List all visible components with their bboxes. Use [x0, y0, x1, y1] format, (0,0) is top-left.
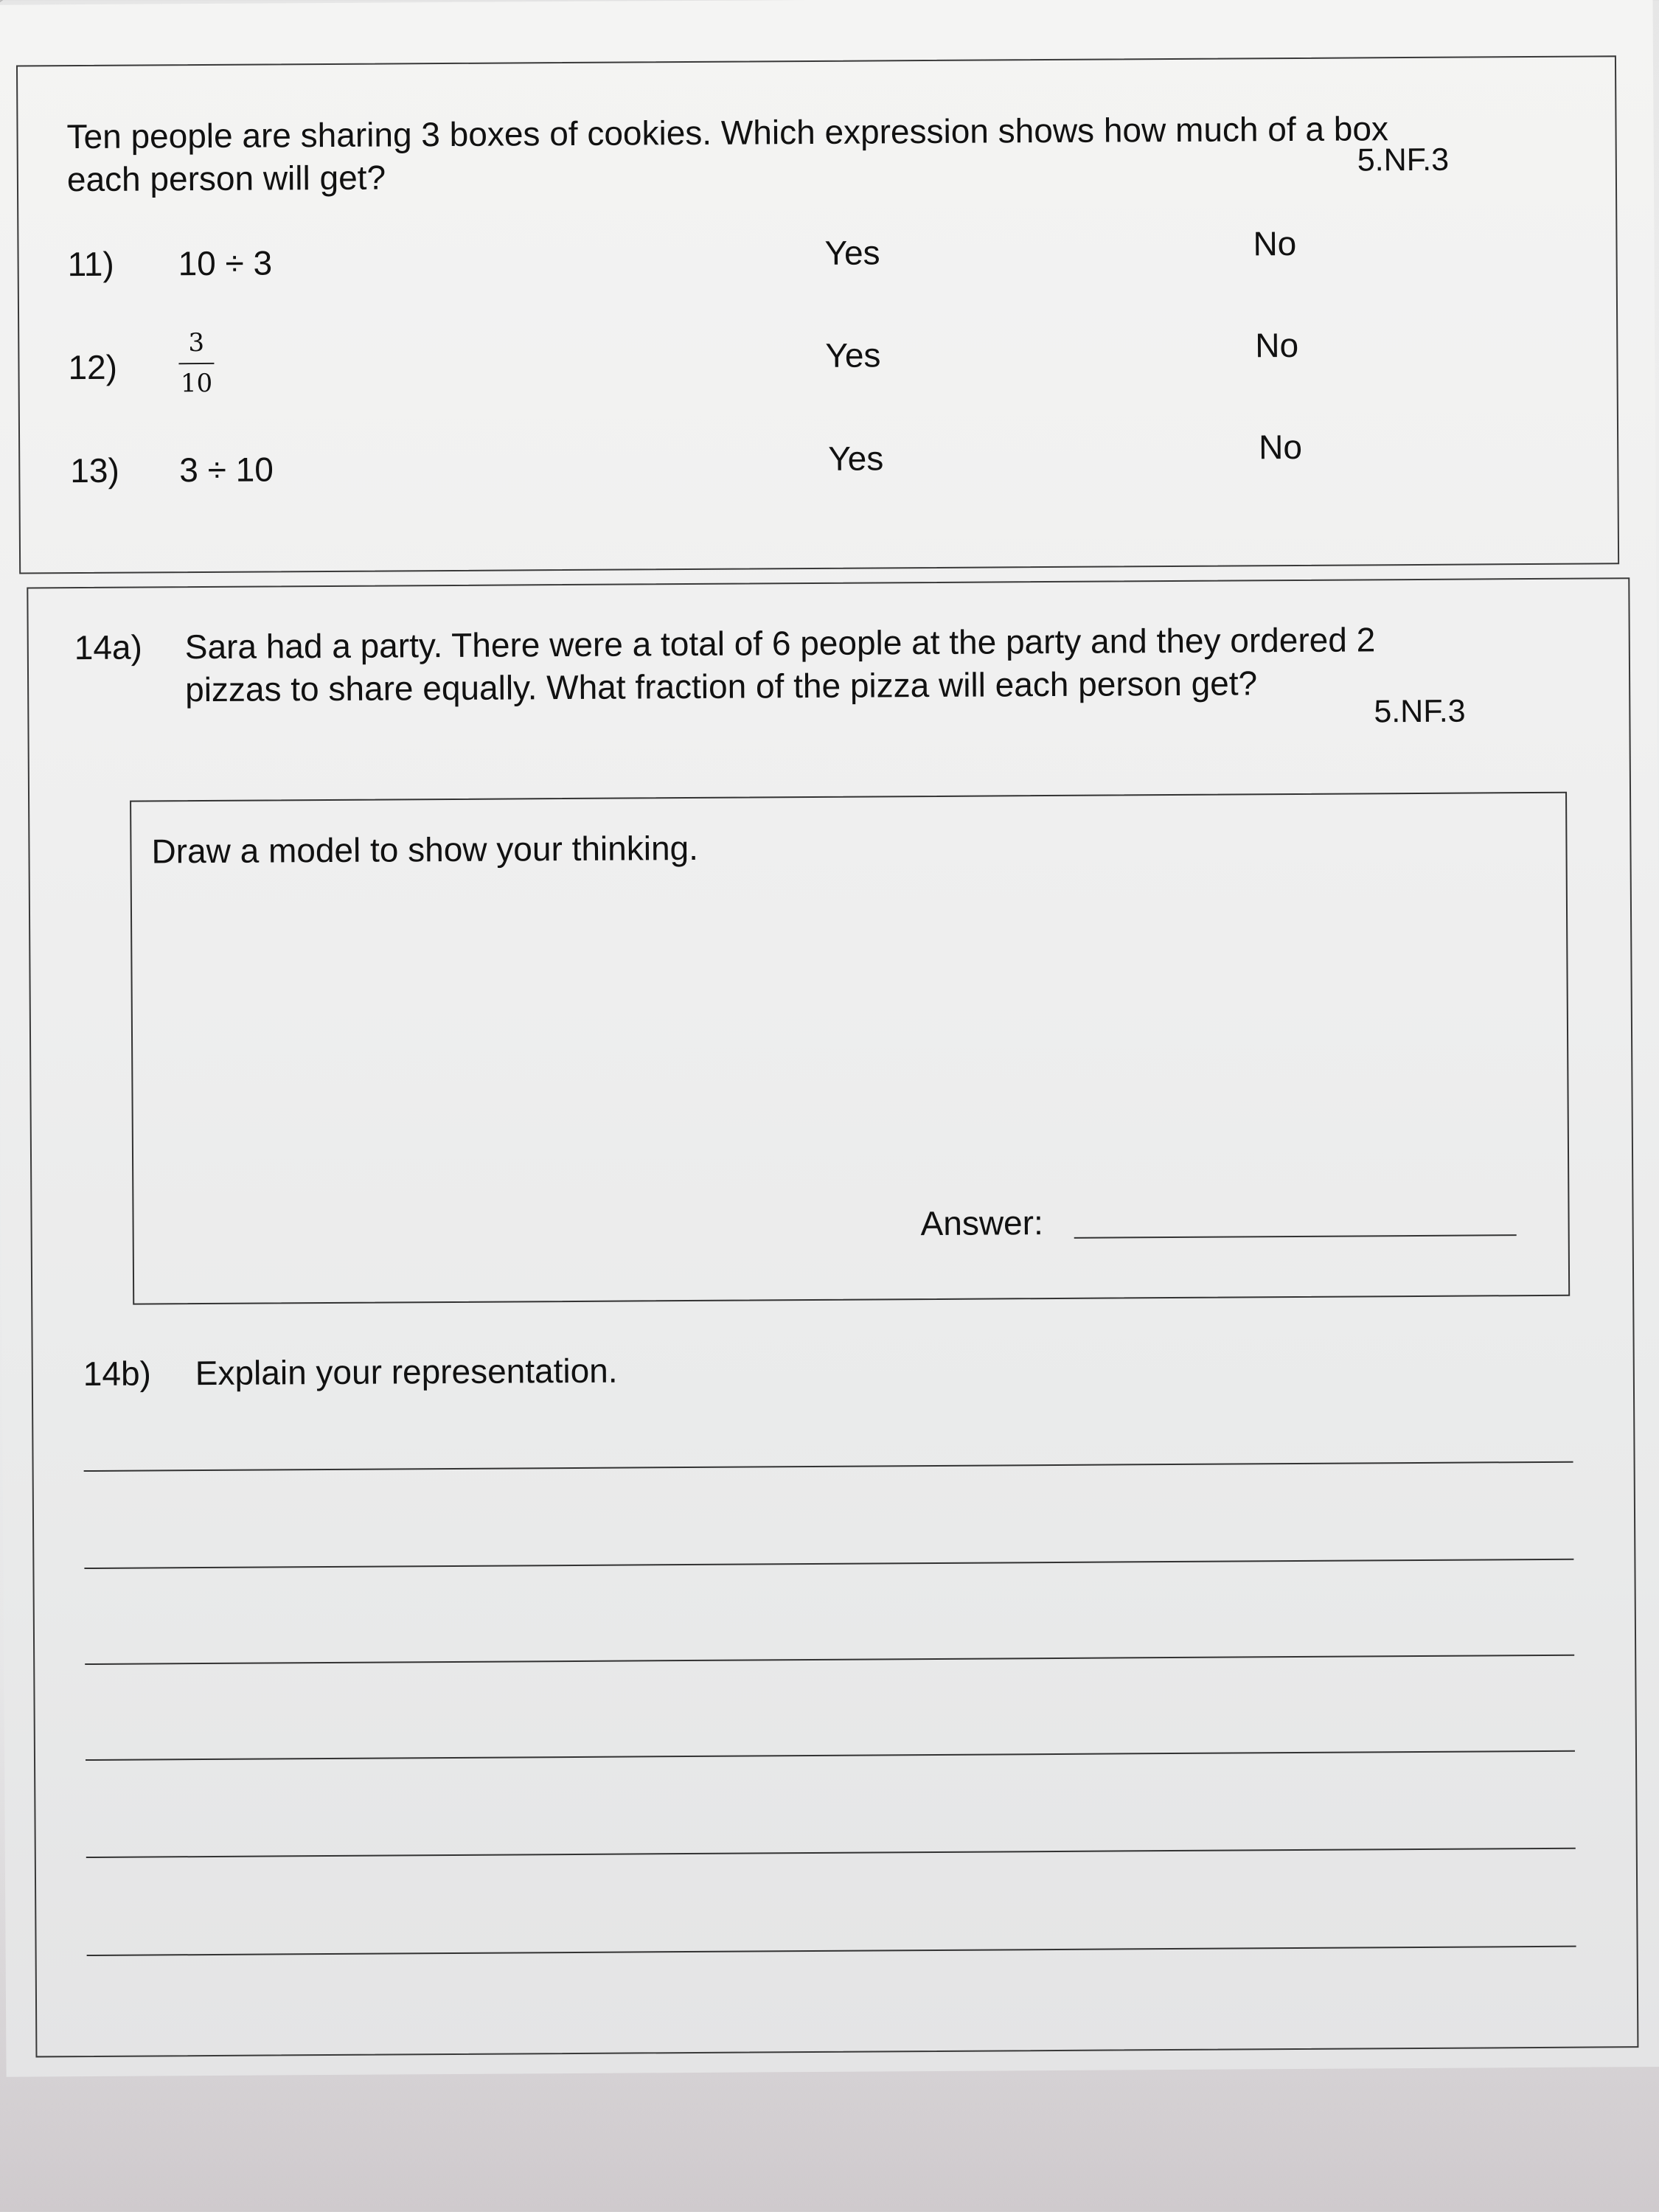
question-prompt-line1: Ten people are sharing 3 boxes of cookies. Which expression shows how much of a box	[66, 109, 1389, 156]
no-option-11[interactable]: No	[1253, 223, 1297, 263]
question-number-14a: 14a)	[74, 627, 143, 667]
item-number-12: 12)	[68, 347, 118, 387]
item-number-11: 11)	[67, 244, 114, 284]
question-14b-prompt: Explain your representation.	[195, 1351, 618, 1393]
question-prompt-line2: each person will get?	[66, 158, 386, 199]
question-14a-line2: pizzas to share equally. What fraction of the pizza will each person get?	[184, 664, 1258, 709]
fraction-3-10	[178, 330, 215, 398]
standard-code-14: 5.NF.3	[1374, 693, 1466, 730]
item-expression-13: 3 ÷ 10	[179, 450, 274, 490]
answer-label: Answer:	[920, 1203, 1043, 1243]
fraction-bar	[178, 363, 214, 364]
standard-code: 5.NF.3	[1357, 142, 1450, 178]
no-option-13[interactable]: No	[1259, 427, 1303, 467]
yes-option-12[interactable]: Yes	[825, 335, 881, 375]
question-14a-line1: Sara had a party. There were a total of 6 people at the party and they ordered 2	[184, 620, 1376, 667]
yes-option-13[interactable]: Yes	[828, 439, 884, 478]
no-option-12[interactable]: No	[1255, 325, 1299, 365]
item-number-13: 13)	[70, 451, 119, 490]
fraction-denominator: 10	[180, 369, 213, 399]
fraction-numerator: 3	[188, 328, 205, 358]
yes-option-11[interactable]: Yes	[824, 233, 880, 272]
model-prompt: Draw a model to show your thinking.	[151, 828, 699, 871]
corner-mark	[0, 0, 13, 6]
question-number-14b: 14b)	[83, 1354, 152, 1394]
item-expression-11: 10 ÷ 3	[178, 243, 273, 283]
